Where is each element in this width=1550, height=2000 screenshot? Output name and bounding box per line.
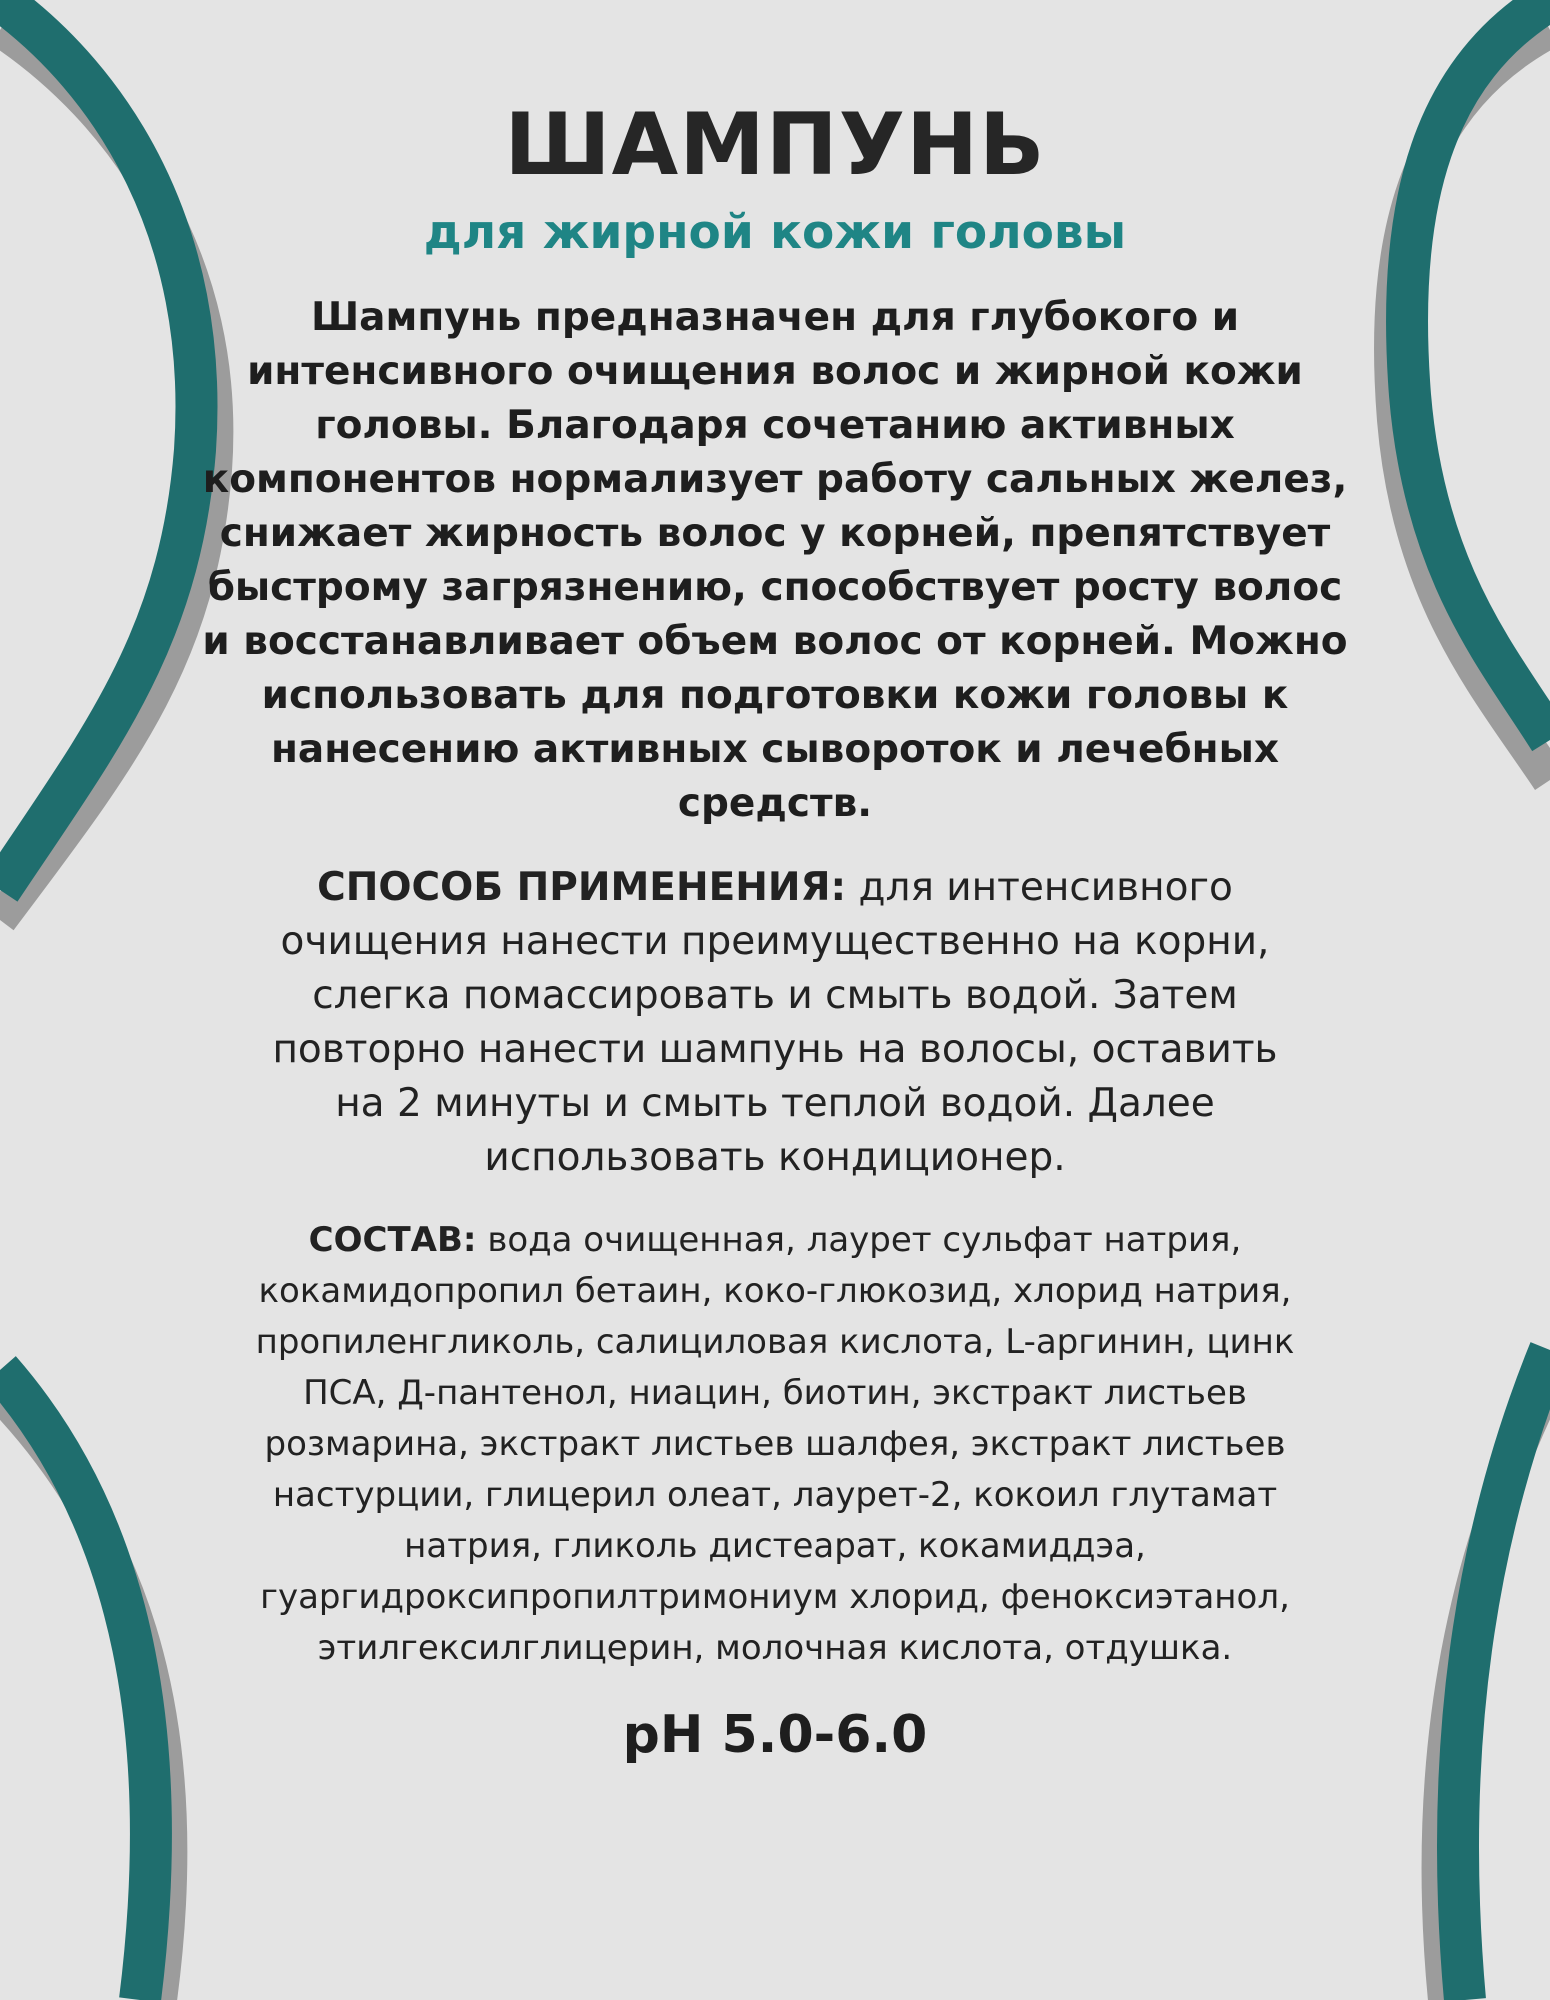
composition-section <box>255 1215 1295 1674</box>
usage-label: СПОСОБ ПРИМЕНЕНИЯ: <box>317 865 847 910</box>
usage-text: для интенсивного очищения нанести преимущественно на корни, слегка помассировать и смыть водой. Затем повторно нанести шампунь на волосы, оставить на 2 минуты и смыть теплой водой. Далее использовать кондиционер. <box>272 865 1278 1180</box>
product-subtitle: для жирной кожи головы <box>423 205 1127 260</box>
product-title: ШАМПУНЬ <box>504 95 1046 195</box>
bottom-left-curve <box>0 1370 151 2000</box>
top-left-curve <box>0 0 196 890</box>
bottom-right-curve <box>1458 1350 1550 2000</box>
composition-text: вода очищенная, лаурет сульфат натрия, кокамидопропил бетаин, коко-глюкозид, хлорид натрия, пропиленгликоль, салициловая кислота, L-аргинин, цинк ПСА, Д-пантенол, ниацин, биотин, экстракт листьев розмарина, экстракт листьев шалфея, экстракт листьев настурции, глицерил олеат, лаурет-2, кокоил глутамат натрия, гликоль дистеарат, кокамиддэа, гуаргидроксипропилтримониум хлорид, феноксиэтанол, этилгексилглицерин, молочная кислота, отдушка. <box>255 1220 1295 1668</box>
ph-value: pH 5.0-6.0 <box>622 1705 928 1765</box>
usage-section <box>265 861 1285 1185</box>
product-description: Шампунь предназначен для глубокого и интенсивного очищения волос и жирной кожи головы. Благодаря сочетанию активных компонентов нормализует работу сальных желез, снижает жирность волос у корней, препятствует быстрому загрязнению, способствует росту волос и восстанавливает объем волос от корней. Можно использовать для подготовки кожи головы к нанесению активных сывороток и лечебных средств. <box>202 295 1348 826</box>
composition-label: СОСТАВ: <box>308 1220 477 1260</box>
product-info <box>200 95 1350 1768</box>
top-right-curve <box>1407 0 1550 740</box>
